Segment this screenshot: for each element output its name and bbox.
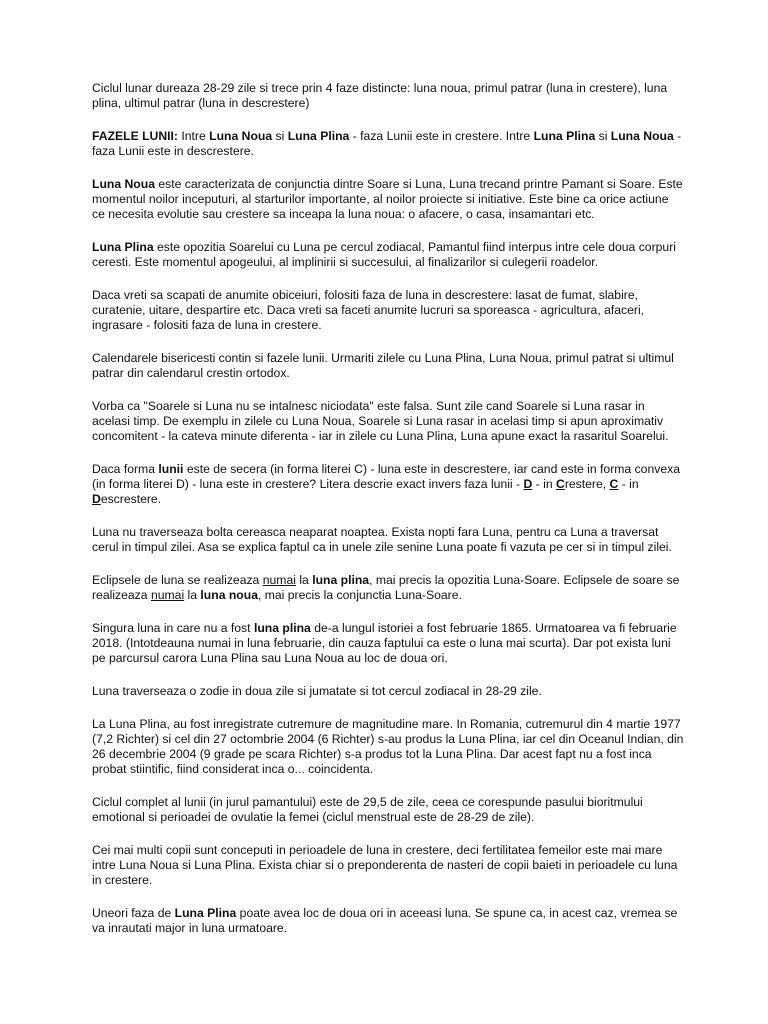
paragraph-calendare	[92, 351, 684, 381]
text-run: si	[595, 129, 611, 143]
underlined-text: numai	[262, 573, 296, 587]
text-run: Luna nu traverseaza bolta cereasca neaparat noaptea. Exista nopti fara Luna, pentru ca Luna a traversat cerul in timpul zilei. Asa se explica faptul ca in unele zile senine Luna poate fi vazuta pe cer si in timpul zilei.	[92, 525, 672, 554]
text-run: restere,	[564, 477, 610, 491]
text-run: de-a lungul istoriei a fost februarie 1865. Urmatoarea va fi februarie 2018. (Intotdeauna numai in luna februarie, din cauza faptului ca este o luna mai scurta). Dar pot exista luni pe parcursul carora Luna Plina sau Luna Noua au loc de doua ori.	[92, 621, 677, 665]
bold-text: C	[609, 477, 619, 491]
text-run: escrestere.	[100, 492, 162, 506]
text-run: la	[295, 573, 313, 587]
text-run: Uneori faza de	[92, 906, 175, 920]
paragraph-soarele-si-luna	[92, 399, 684, 444]
paragraph-intro	[92, 81, 684, 111]
paragraph-cutremure	[92, 717, 684, 777]
text-run: poate avea loc de doua ori in aceeasi luna. Se spune ca, in acest caz, vremea se va inrautati major in luna urmatoare.	[92, 906, 678, 935]
underlined-text: numai	[150, 588, 185, 602]
paragraph-bolta-cereasca	[92, 525, 684, 555]
paragraph-ciclul-complet	[92, 795, 684, 825]
paragraph-luna-plina-dubla	[92, 906, 684, 936]
bold-text: Luna Noua	[92, 177, 155, 191]
bold-text: luna plina	[253, 621, 311, 635]
bold-text: lunii	[158, 462, 184, 476]
bold-text: Luna Plina	[287, 129, 350, 143]
text-run: este de secera (in forma literei C) - luna este in descrestere, iar cand este in forma convexa (in forma literei D) - luna este in crestere? Litera descrie exact invers faza lunii -	[92, 462, 680, 491]
paragraph-februarie	[92, 621, 684, 666]
bold-text: D	[92, 492, 101, 506]
text-run: Daca forma	[92, 462, 159, 476]
bold-text: Luna Plina	[533, 129, 596, 143]
text-run: Luna traverseaza o zodie in doua zile si jumatate si tot cercul zodiacal in 28-29 zile.	[92, 684, 542, 698]
text-run: - faza Lunii este in descrestere.	[92, 129, 682, 158]
bold-text: Luna Noua	[610, 129, 674, 143]
text-run: este opozitia Soarelui cu Luna pe cercul zodiacal, Pamantul fiind interpus intre cele doua corpuri ceresti. Este momentul apogeului, al implinirii si succesului, al finalizarilor si culegerii roadelor.	[92, 240, 676, 269]
text-run: si	[272, 129, 288, 143]
text-run: Calendarele bisericesti contin si fazele lunii. Urmariti zilele cu Luna Plina, Luna Noua, primul patrat si ultimul patrar din calendarul crestin ortodox.	[92, 351, 674, 380]
paragraph-forma-lunii	[92, 462, 684, 507]
bold-text: luna noua	[200, 588, 258, 602]
text-run: , mai precis la opozitia Luna-Soare. Eclipsele de soare se realizeaza	[92, 573, 680, 602]
paragraph-luna-plina	[92, 240, 684, 270]
bold-text: FAZELE LUNII:	[92, 129, 178, 143]
bold-text: Luna Plina	[174, 906, 237, 920]
text-run: este caracterizata de conjunctia dintre Soare si Luna, Luna trecand printre Pamant si Soare. Este momentul noilor inceputuri, al starturilor importante, al noilor proiecte si initiative. Este bine ca orice actiune ce necesita evolutie sau crestere sa inceapa la luna noua: o afacere, o casa, insamantari etc.	[92, 177, 683, 221]
text-run: Intre	[177, 129, 210, 143]
text-run: Eclipsele de luna se realizeaza	[92, 573, 263, 587]
text-run: Daca vreti sa scapati de anumite obiceiuri, folositi faza de luna in descrestere: lasat de fumat, slabire, curatenie, uitare, despartire etc. Daca vreti sa faceti anumite lucruri sa sporeasca - agricultura, afaceri, ingrasare - folositi faza de luna in crestere.	[92, 288, 645, 332]
bold-text: C	[556, 477, 565, 491]
text-run: Ciclul complet al lunii (in jurul pamantului) este de 29,5 de zile, ceea ce corespunde pasului bioritmului emotional si perioadei de ovulatie la femei (ciclul menstrual este de 28-29 de zile).	[92, 795, 643, 824]
text-run: Singura luna in care nu a fost	[92, 621, 254, 635]
text-run: - in	[618, 477, 639, 491]
text-run: La Luna Plina, au fost inregistrate cutremure de magnitudine mare. In Romania, cutremurul din 4 martie 1977 (7,2 Richter) si cel din 27 octombrie 2004 (6 Richter) s-au produs la Luna Plina, iar cel din Oceanul Indian, din 26 decembrie 2004 (9 grade pe scara Richter) s-a produs tot la Luna Plina. Dar acest fapt nu a fost inca probat stiintific, fiind considerat inca o... coincidenta.	[92, 717, 684, 776]
text-run: la	[184, 588, 201, 602]
bold-text: Luna Plina	[92, 240, 154, 254]
document-page	[92, 81, 684, 954]
text-run: Cei mai multi copii sunt conceputi in perioadele de luna in crestere, deci fertilitatea femeilor este mai mare intre Luna Noua si Luna Plina. Exista chiar si o preponderenta de nasteri de copii baieti in perioadele cu luna in crestere.	[92, 843, 678, 887]
paragraph-copii	[92, 843, 684, 888]
paragraph-obiceiuri	[92, 288, 684, 333]
paragraph-eclipse	[92, 573, 684, 603]
paragraph-zodie	[92, 684, 684, 699]
text-run: Vorba ca "Soarele si Luna nu se intalnesc niciodata" este falsa. Sunt zile cand Soarele si Luna rasar in acelasi timp. De exemplu in zilele cu Luna Noua, Soarele si Luna rasar in acelasi timp si apun aproximativ concomitent - la cateva minute diferenta - iar in zilele cu Luna Plina, Luna apune exact la rasaritul Soarelui.	[92, 399, 669, 443]
text-run: - faza Lunii este in crestere. Intre	[349, 129, 534, 143]
bold-text: D	[523, 477, 533, 491]
text-run: - in	[532, 477, 556, 491]
text-run: Ciclul lunar dureaza 28-29 zile si trece prin 4 faze distincte: luna noua, primul patrar (luna in crestere), luna plina, ultimul patrar (luna in descrestere)	[92, 81, 668, 110]
paragraph-fazele-lunii	[92, 129, 684, 159]
bold-text: luna plina	[312, 573, 370, 587]
text-run: , mai precis la conjunctia Luna-Soare.	[257, 588, 462, 602]
bold-text: Luna Noua	[209, 129, 273, 143]
paragraph-luna-noua	[92, 177, 684, 222]
